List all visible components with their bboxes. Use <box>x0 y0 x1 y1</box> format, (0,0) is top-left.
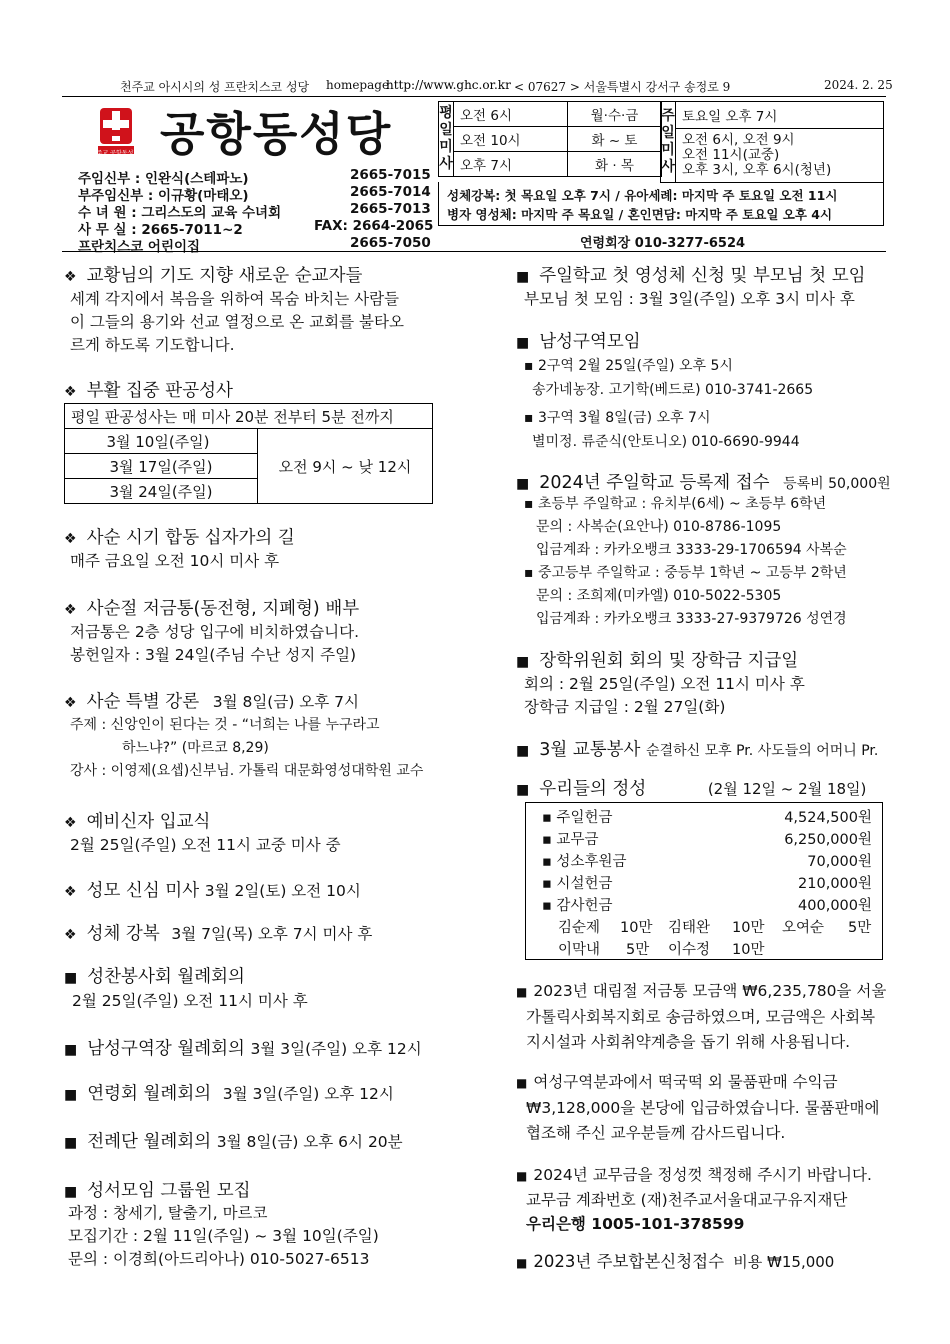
bible-group-text: 과정 : 창세기, 탈출기, 마르코 모집기간 : 2월 11일(주일) ~ 3월 10일(주일) 문의 : 이경희(아드리아나) 010-5027-6513 <box>68 1204 379 1268</box>
section-confession: ❖ 부활 집중 판공성사 <box>64 381 233 401</box>
section-offerings: ■ 우리들의 정성 (2월 12일 ~ 2월 18일) <box>516 779 867 799</box>
offerings-box <box>525 802 883 960</box>
donor-name: 이막내 <box>558 942 601 958</box>
women-sales-notice: ■ 여성구역분과에서 떡국떡 외 물품판매 수익금 ₩3,128,000을 본당에 입금하였습니다. 물품판매에 협조해 주신 교우분들께 감사드립니다. <box>516 1073 880 1142</box>
homepage-label: homepage <box>326 78 390 92</box>
staff-row: 사 무 실 : 2665-7011~2 FAX: 2664-2065 <box>78 218 434 238</box>
lent-bank-text: 저금통은 2층 성당 입구에 비치하였습니다. 봉헌일자 : 3월 24일(주님 수난 성지 주일) <box>70 623 360 664</box>
homepage-link[interactable]: http://www.ghc.or.kr <box>386 78 511 92</box>
donor-name: 김순제 <box>558 920 601 936</box>
section-liturgy-team: ■ 전례단 월례회의 3월 8일(금) 오후 6시 20분 <box>64 1132 403 1152</box>
parish-dues-notice: ■ 2024년 교무금을 정성껏 책정해 주시기 바랍니다. 교무금 계좌번호 (재)천주교서울대교구유지재단 우리은행 1005-101-378599 <box>516 1166 872 1233</box>
eucharist-ministers-text: 2월 25일(주일) 오전 11시 미사 후 <box>72 992 308 1010</box>
address: < 07627 > 서울특별시 강서구 송정로 9 <box>514 80 731 94</box>
first-communion-text: 부모님 첫 모임 : 3월 3일(주일) 오후 3시 미사 후 <box>524 290 855 308</box>
staff-row: 주임신부 : 인완식(스테파노) 2665-7015 <box>78 167 431 187</box>
section-bible-group: ■ 성서모임 그룹원 모집 <box>64 1181 251 1201</box>
header-divider <box>62 96 886 97</box>
section-pope-intention: ❖ 교황님의 기도 지향 새로운 순교자들 <box>64 266 363 286</box>
pope-intention-text: 세계 각지에서 복음을 위하여 목숨 바치는 사람들 이 그들의 용기와 선교 열정으로 온 교회를 불타오 르게 하도록 기도합니다. <box>70 290 404 354</box>
confession-table: 평일 판공성사는 매 미사 20분 전부터 5분 전까지 3월 10일(주일) 오전 9시 ~ 낮 12시 3월 17일(주일) 3월 24일(주일) <box>64 403 433 504</box>
funeral-contact: 연령회장 010-3277-6524 <box>580 236 746 251</box>
offering-row: ▪ 시설헌금 210,000원 <box>542 876 872 892</box>
staff-row: 수 녀 원 : 그리스도의 교육 수녀회 2665-7013 <box>78 201 431 221</box>
section-scholarship: ■ 장학위원회 회의 및 장학금 지급일 <box>516 651 799 671</box>
section-men-district: ■ 남성구역모임 <box>516 332 641 352</box>
donor-amount: 10만 <box>620 920 653 936</box>
staff-row: 프란치스코 어린이집 2665-7050 <box>78 235 431 255</box>
offering-row: ▪ 감사헌금 400,000원 <box>542 898 872 914</box>
section-eucharist-ministers: ■ 성찬봉사회 월례회의 <box>64 967 245 987</box>
section-catechumen: ❖ 예비신자 입교식 <box>64 812 211 832</box>
section-benediction: ❖ 성체 강복 3월 7일(목) 오후 7시 미사 후 <box>64 924 373 944</box>
sacrament-info-box: 성체강복: 첫 목요일 오후 7시 / 유아세례: 마지막 주 토요일 오전 11시 병자 영성체: 마지막 주 목요일 / 혼인면담: 마지막 주 토요일 오후 4시 <box>438 182 884 226</box>
content-divider <box>62 251 886 252</box>
bulletin-date: 2024. 2. 25 <box>824 78 893 92</box>
sunday-mass-table: 주 일 미 사 토요일 오후 7시 오전 6시, 오전 9시 오전 11시(교중) 오후 3시, 오후 6시(청년) <box>660 101 884 183</box>
donor-amount: 10만 <box>732 920 765 936</box>
lent-homily-text: 주제 : 신앙인이 된다는 것 - “너희는 나를 누구라고 하느냐?” (마르코 8,29) 강사 : 이영제(요셉)신부님. 가톨릭 대문화영성대학원 교수 <box>70 717 424 779</box>
section-traffic-service: ■ 3월 교통봉사 순결하신 모후 Pr. 사도들의 어머니 Pr. <box>516 740 879 760</box>
offering-row: ▪ 교무금 6,250,000원 <box>542 832 872 848</box>
section-way-of-cross: ❖ 사순 시기 합동 십자가의 길 <box>64 528 295 548</box>
donor-amount: 10만 <box>732 942 765 958</box>
church-name: 천주교 아시시의 성 프란치스코 성당 <box>120 80 310 94</box>
donor-name: 김태완 <box>668 920 711 936</box>
men-district-text: ▪ 2구역 2월 25일(주일) 오후 5시 송가네농장. 고기학(베드로) 010-3741-2665 ▪ 3구역 3월 8일(금) 오후 7시 별미정. 류준식(안토니오) 010-6690-9944 <box>524 358 814 450</box>
way-of-cross-text: 매주 금요일 오전 10시 미사 후 <box>70 552 280 570</box>
logo-caption: 천주교 공항동성당 <box>90 150 140 157</box>
weekday-mass-label: 평 일 미 사 <box>439 102 454 177</box>
offering-row: ▪ 주일헌금 4,524,500원 <box>542 810 872 826</box>
staff-list <box>78 167 434 255</box>
section-lent-bank: ❖ 사순절 저금통(동전형, 지폐형) 배부 <box>64 599 360 619</box>
sunday-school-text: ▪ 초등부 주일학교 : 유치부(6세) ~ 초등부 6학년 문의 : 사복순(요안나) 010-8786-1095 입금계좌 : 카카오뱅크 3333-29-1706594 사복순 ▪ 중고등부 주일학교 : 중등부 1학년 ~ 고등부 2학년 문의 : 조희제(미카엘) 010-5022-5305 입금계좌 : 카카오뱅크 3333-27-9379726 성연경 <box>524 496 847 627</box>
advent-bank-notice: ■ 2023년 대림절 저금통 모금액 ₩6,235,780을 서울 가톨릭사회복지회로 송금하였으며, 모금액은 사회복 지시설과 사회취약계층을 돕기 위해 사용됩니다. <box>516 982 887 1051</box>
section-funeral-society: ■ 연령회 월례회의 3월 3일(주일) 오후 12시 <box>64 1084 394 1104</box>
donor-amount: 5만 <box>848 920 872 936</box>
section-men-leaders: ■ 남성구역장 월례회의 3월 3일(주일) 오후 12시 <box>64 1039 422 1059</box>
donor-name: 오여순 <box>782 920 825 936</box>
scholarship-text: 회의 : 2월 25일(주일) 오전 11시 미사 후 장학금 지급일 : 2월 27일(화) <box>524 675 805 716</box>
donor-amount: 5만 <box>626 942 650 958</box>
section-marian-mass: ❖ 성모 신심 미사 3월 2일(토) 오전 10시 <box>64 881 361 901</box>
section-bulletin-binding: ■ 2023년 주보합본신청접수 비용 ₩15,000 <box>516 1252 835 1271</box>
section-first-communion: ■ 주일학교 첫 영성체 신청 및 부모님 첫 모임 <box>516 266 866 286</box>
offering-row: ▪ 성소후원금 70,000원 <box>542 854 872 870</box>
parish-title: 공항동성당 <box>160 107 393 161</box>
section-lent-homily: ❖ 사순 특별 강론 3월 8일(금) 오후 7시 <box>64 692 360 712</box>
weekday-mass-table: 평 일 미 사 오전 6시 월·수·금 오전 10시 화 ~ 토 오후 7시 화 · 목 <box>438 101 662 177</box>
catechumen-text: 2월 25일(주일) 오전 11시 교중 미사 중 <box>70 836 341 854</box>
section-sunday-school: ■ 2024년 주일학교 등록제 접수 등록비 50,000원 <box>516 473 891 493</box>
staff-row: 부주임신부 : 이규황(마태오) 2665-7014 <box>78 184 431 204</box>
sunday-mass-label: 주 일 미 사 <box>661 102 676 183</box>
donor-name: 이수정 <box>668 942 711 958</box>
